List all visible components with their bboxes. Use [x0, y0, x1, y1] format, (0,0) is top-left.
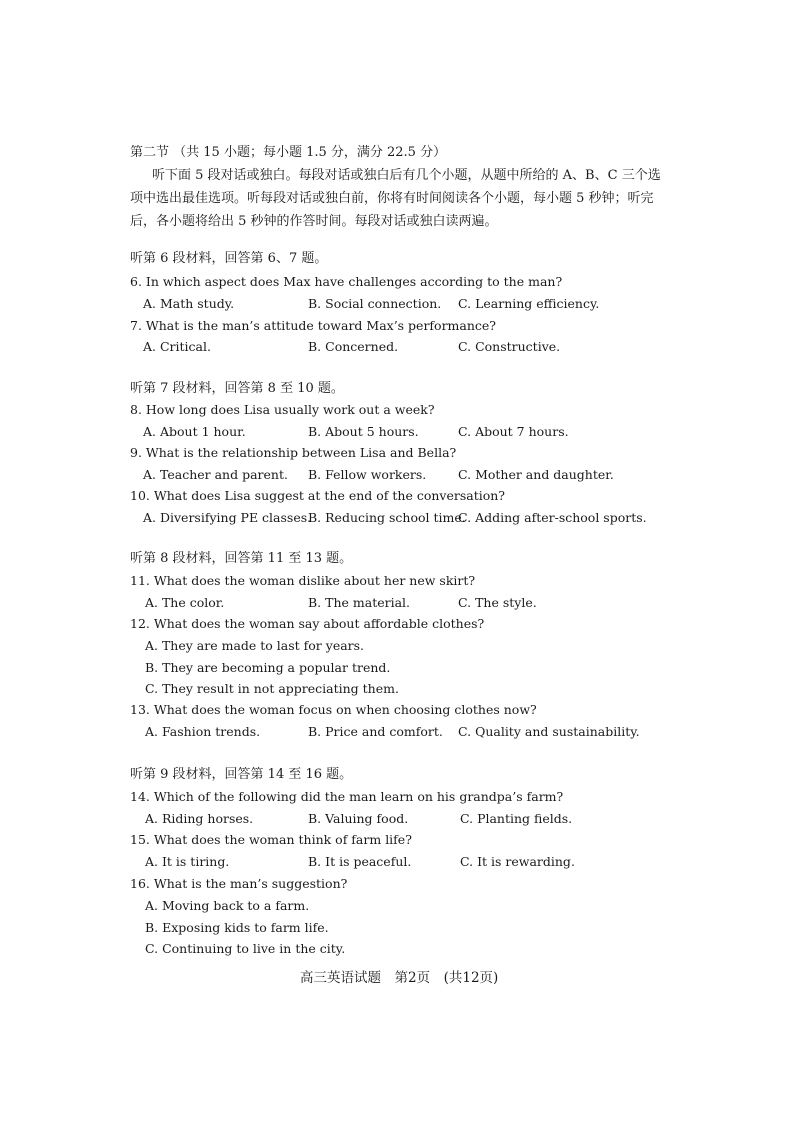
question-13: 13. What does the woman focus on when choosing clothes now?	[130, 702, 537, 717]
question-8: 8. How long does Lisa usually work out a week?	[130, 402, 435, 417]
option-15c: C. It is rewarding.	[460, 854, 575, 869]
question-7: 7. What is the man’s attitude toward Max’s performance?	[130, 318, 497, 333]
instruction-line-2: 项中选出最佳选项。听每段对话或独白前，你将有时间阅读各个小题，每小题 5 秒钟；听完	[130, 191, 654, 206]
option-9c: C. Mother and daughter.	[458, 467, 614, 482]
instruction-line-3: 后，各小题将给出 5 秒钟的作答时间。每段对话或独白读两遍。	[130, 214, 498, 229]
option-16b: B. Exposing kids to farm life.	[145, 920, 329, 935]
question-12: 12. What does the woman say about affordable clothes?	[130, 616, 485, 631]
group-heading-8: 听第 8 段材料，回答第 11 至 13 题。	[130, 551, 353, 566]
question-10: 10. What does Lisa suggest at the end of the conversation?	[130, 488, 505, 503]
question-16: 16. What is the man’s suggestion?	[130, 876, 348, 891]
option-13a: A. Fashion trends.	[145, 724, 261, 739]
section-title: 第二节 （共 15 小题；每小题 1.5 分，满分 22.5 分）	[130, 145, 447, 160]
option-13b: B. Price and comfort.	[308, 724, 443, 739]
option-15a: A. It is tiring.	[145, 854, 230, 869]
option-6a: A. Math study.	[143, 296, 235, 311]
option-10a: A. Diversifying PE classes.	[143, 510, 312, 525]
option-10b: B. Reducing school time.	[308, 510, 466, 525]
option-12b: B. They are becoming a popular trend.	[145, 660, 391, 675]
instruction-line-1: 听下面 5 段对话或独白。每段对话或独白后有几个小题，从题中所给的 A、B、C 三个选	[152, 168, 661, 183]
option-7b: B. Concerned.	[308, 339, 399, 354]
option-8a: A. About 1 hour.	[143, 424, 246, 439]
group-heading-9: 听第 9 段材料，回答第 14 至 16 题。	[130, 767, 353, 782]
option-16c: C. Continuing to live in the city.	[145, 941, 346, 956]
group-heading-7: 听第 7 段材料，回答第 8 至 10 题。	[130, 381, 344, 396]
option-13c: C. Quality and sustainability.	[458, 724, 640, 739]
question-11: 11. What does the woman dislike about her new skirt?	[130, 573, 476, 588]
question-14: 14. Which of the following did the man learn on his grandpa’s farm?	[130, 789, 564, 804]
option-14c: C. Planting fields.	[460, 811, 573, 826]
option-8c: C. About 7 hours.	[458, 424, 569, 439]
option-14b: B. Valuing food.	[308, 811, 409, 826]
option-6b: B. Social connection.	[308, 296, 442, 311]
question-9: 9. What is the relationship between Lisa and Bella?	[130, 445, 457, 460]
option-8b: B. About 5 hours.	[308, 424, 419, 439]
option-11b: B. The material.	[308, 595, 411, 610]
option-7a: A. Critical.	[143, 339, 211, 354]
option-12c: C. They result in not appreciating them.	[145, 681, 399, 696]
option-9a: A. Teacher and parent.	[143, 467, 288, 482]
option-14a: A. Riding horses.	[145, 811, 254, 826]
option-9b: B. Fellow workers.	[308, 467, 427, 482]
option-11c: C. The style.	[458, 595, 537, 610]
option-11a: A. The color.	[145, 595, 225, 610]
option-16a: A. Moving back to a farm.	[145, 898, 310, 913]
option-7c: C. Constructive.	[458, 339, 561, 354]
group-heading-6: 听第 6 段材料，回答第 6、7 题。	[130, 251, 328, 266]
question-6: 6. In which aspect does Max have challenges according to the man?	[130, 274, 563, 289]
page-footer: 高三英语试题 第2页 (共12页)	[300, 970, 499, 986]
option-12a: A. They are made to last for years.	[145, 638, 365, 653]
option-10c: C. Adding after-school sports.	[458, 510, 647, 525]
option-6c: C. Learning efficiency.	[458, 296, 600, 311]
option-15b: B. It is peaceful.	[308, 854, 412, 869]
question-15: 15. What does the woman think of farm life?	[130, 832, 412, 847]
